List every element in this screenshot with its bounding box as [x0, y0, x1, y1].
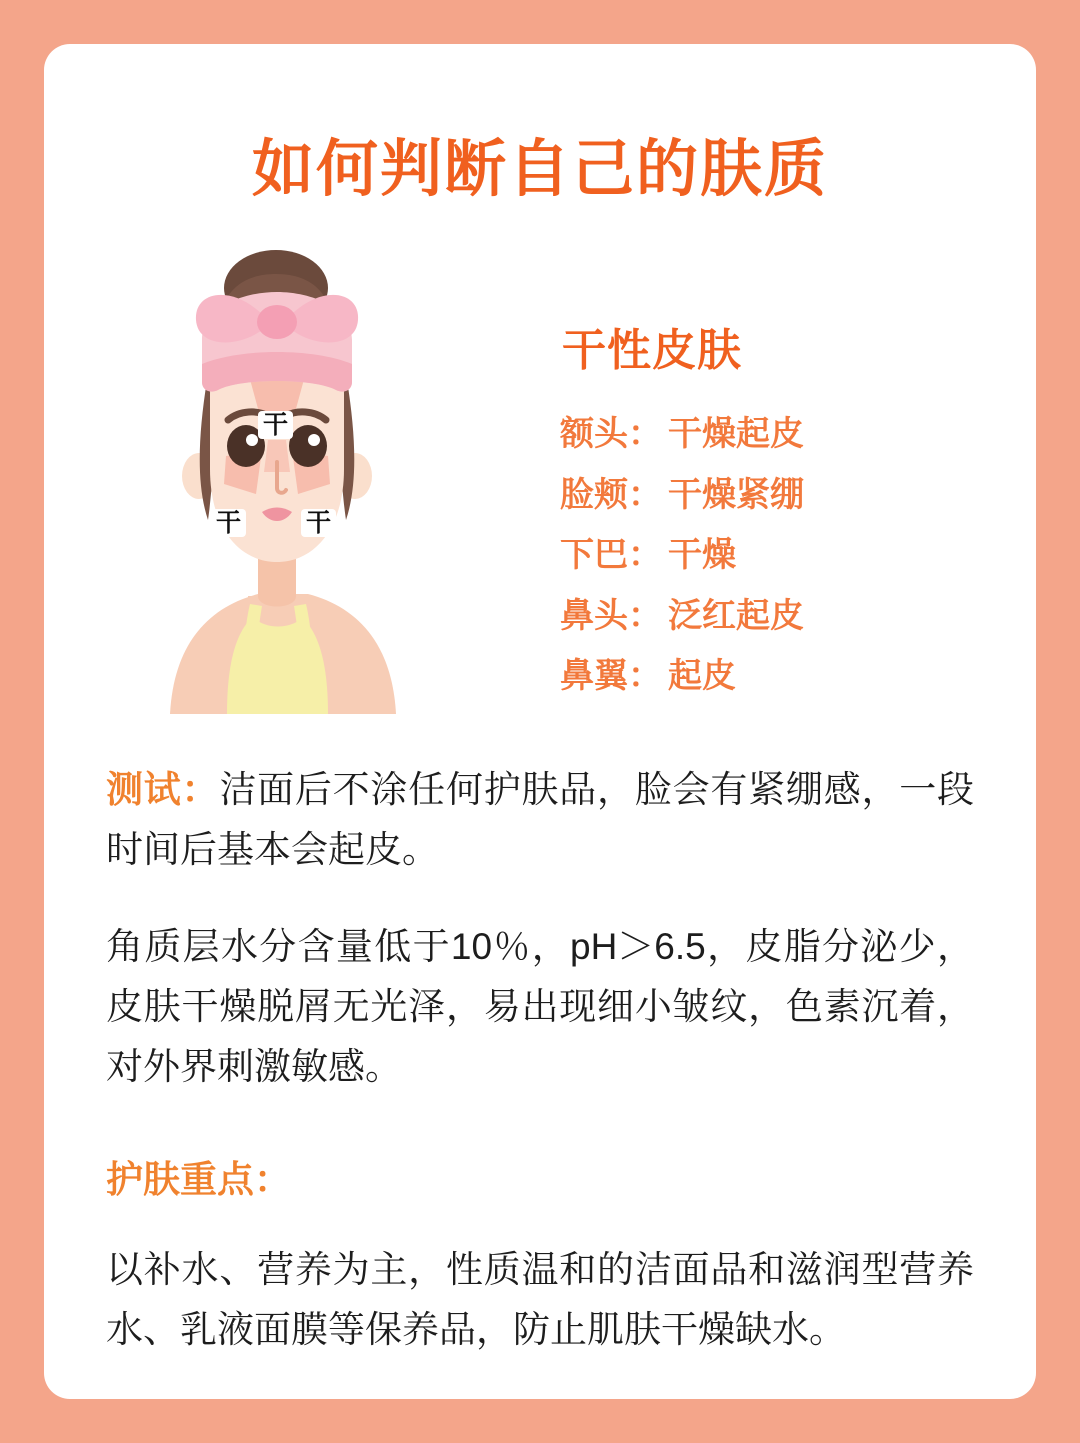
care-paragraph: 以补水、营养为主，性质温和的洁面品和滋润型营养水、乳液面膜等保养品，防止肌肤干燥缺水。 [106, 1248, 974, 1350]
row-key: 鼻翼： [560, 657, 662, 696]
page-title: 如何判断自己的肤质 [251, 135, 828, 204]
care-heading: 护肤重点： [106, 1158, 291, 1200]
row-value: 干燥 [668, 536, 736, 575]
right-cheek-tag: 干 [301, 509, 336, 537]
skin-type-heading: 干性皮肤 [562, 326, 742, 376]
left-cheek-tag: 干 [211, 509, 246, 537]
row-key: 脸颊： [560, 475, 662, 514]
skin-type-row-nose-wing [502, 646, 1036, 707]
test-label: 测试： [106, 769, 220, 811]
row-key: 鼻头： [560, 596, 662, 635]
test-paragraph [106, 760, 974, 880]
skin-type-row-forehead [502, 404, 1036, 465]
skin-type-row-nose-tip [502, 586, 1036, 647]
forehead-tag: 干 [258, 411, 293, 439]
test-text: 洁面后不涂任何护肤品，脸会有紧绷感，一段时间后基本会起皮。 [106, 769, 975, 871]
upper-section [44, 244, 1036, 714]
row-value: 泛红起皮 [668, 596, 804, 635]
face-illustration [62, 244, 492, 714]
row-key: 额头： [560, 415, 662, 454]
skin-type-panel [492, 244, 1036, 714]
row-key: 下巴： [560, 536, 662, 575]
face-illustration-svg [62, 244, 492, 714]
description-paragraph: 角质层水分含量低于10％，pH＞6.5，皮脂分泌少，皮肤干燥脱屑无光泽，易出现细小皱纹，色素沉着，对外界刺激敏感。 [106, 926, 974, 1087]
body-text [44, 760, 1036, 1360]
row-value: 干燥起皮 [668, 415, 804, 454]
skin-type-row-chin [502, 525, 1036, 586]
skin-type-row-cheeks [502, 465, 1036, 526]
row-value: 干燥紧绷 [668, 475, 804, 514]
row-value: 起皮 [668, 657, 736, 696]
poster-card [44, 44, 1036, 1399]
